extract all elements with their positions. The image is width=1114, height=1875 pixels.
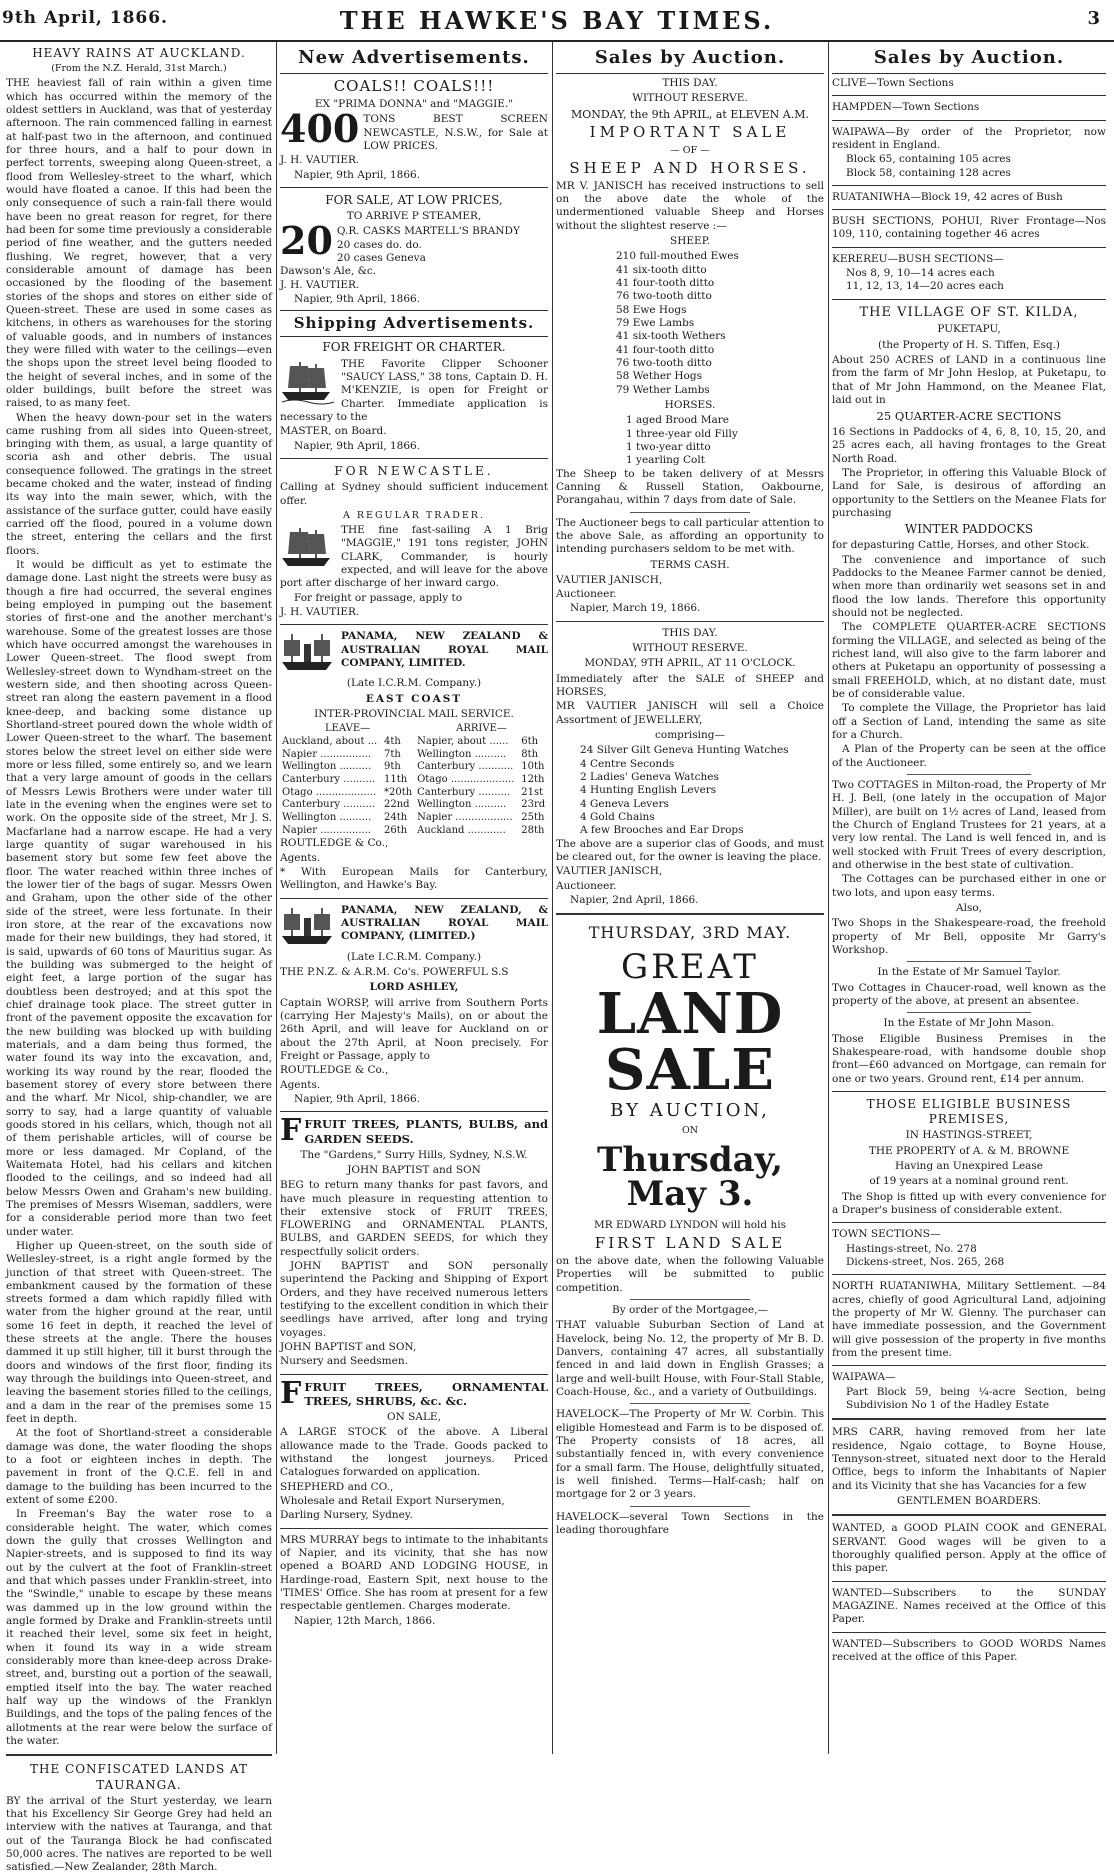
- ad-body: A Plan of the Property can be seen at the office of the Auctioneer.: [832, 743, 1106, 769]
- ad-body: MR VAUTIER JANISCH will sell a Choice Assortment of JEWELLERY,: [556, 700, 824, 726]
- ad-body: on the above date, when the following Valuable Properties will be submitted to public competition.: [556, 1254, 824, 1294]
- table-cell: 11th: [384, 773, 408, 785]
- ad-body: Two COTTAGES in Milton-road, the Property of Mr H. J. Bell, (one lately in the occupation of Major Miller), are built on 1½ acres of Land, leased from the Church of England Trustees for 21 years, at a very low rental. The Land is well fenced in, and is well stocked with Fruit Trees of every description, and otherwise in the best state of cultivation.: [832, 778, 1106, 871]
- table-cell: Canterbury ..........: [282, 773, 376, 785]
- table-cell: Otago ....................: [417, 773, 515, 785]
- table-cell: 12th: [521, 773, 545, 785]
- list-item: 4 Centre Seconds: [580, 757, 675, 770]
- ad-body: Captain WORSP, will arrive from Southern Ports (carrying Her Majesty's Mails), on or about the 26th April, and will leave for Auckland on or about the 27th April, at Noon precisely. For Freight or Passage, apply to: [280, 996, 548, 1063]
- ship-name: LORD ASHLEY,: [369, 981, 459, 994]
- table-cell: *20th: [384, 786, 413, 798]
- ad-coals: [280, 77, 548, 182]
- listing-divider: [832, 95, 1106, 96]
- ad-date: Napier, 12th March, 1866.: [294, 1614, 436, 1627]
- ad-lord-ashley: [280, 904, 548, 1107]
- ad-signature: Agents.: [280, 1078, 321, 1091]
- ad-date: Napier, 9th April, 1866.: [294, 439, 421, 452]
- listing-detail: Block 58, containing 128 acres: [846, 166, 1011, 179]
- article-paragraph: In Freeman's Bay the water rose to a considerable height. The water, which comes down the gully that crosses Wellington and Napier-streets, and is supposed to find its way out by the culvert at the foot of Franklin-street and that which passes under Franklin-street, into the "Swindle," unable to escape by these means was dammed up in the low ground within the angle formed by Drake and Franklin-streets until it reached their level, some six feet in height, when it found its way in a wide stream considerably more than knee-deep across Drake-street, and, bursting out a portion of the seawall, emptied itself into the bay. The water reached half way up the windows of the Franklyn Buildings, and the tops of the paling fences of the allotments at the rear were below the surface of the water.: [6, 1508, 272, 1747]
- ad-subtitle: PUKETAPU,: [937, 323, 1001, 336]
- ad-subtitle: of 19 years at a nominal ground rent.: [869, 1175, 1069, 1188]
- article-paragraph: At the foot of Shortland-street a considerable damage was done, the water flooding the shops to a foot or eighteen inches in depth. The pavement in front of the Q.C.E. fell in and damage to the building has been incurred to the extent of some £200.: [6, 1427, 272, 1507]
- ad-line: Dawson's Ale, &c.: [280, 265, 377, 278]
- ad-divider: [280, 624, 548, 625]
- listing-divider: [832, 185, 1106, 186]
- ad-st-kilda: [832, 305, 1106, 770]
- sheep-list: [556, 250, 824, 397]
- table-cell: Canterbury ..........: [417, 786, 511, 798]
- issue-date: 9th April, 1866.: [2, 8, 168, 28]
- table-cell: 26th: [384, 824, 408, 836]
- ad-body: BEG to return many thanks for past favors, and have much pleasure in requesting attention to their extensive stock of FRUIT TREES, FLOWERING and ORNAMENTAL PLANTS, BULBS, and GARDEN SEEDS, for which they respectfully solicit orders.: [280, 1179, 548, 1258]
- jewellery-list: [556, 744, 824, 837]
- list-item: 58 Ewe Hogs: [616, 303, 687, 316]
- ad-date: Napier, 9th April, 1866.: [294, 293, 421, 306]
- table-row: [280, 787, 548, 800]
- table-row: [280, 736, 548, 749]
- ad-title: IMPORTANT SALE: [589, 123, 791, 142]
- ad-divider: [556, 913, 824, 915]
- masthead: [0, 0, 1114, 40]
- ad-body: The convenience and importance of such Paddocks to the Meanee Farmer cannot be denied, when more than ordinarily wet seasons set in and flood the low lands. Therefore this opportunity should not be neglected.: [832, 553, 1106, 620]
- listing: BUSH SECTIONS, POHUI, River Frontage—Nos 109, 110, containing together 46 acres: [832, 215, 1106, 241]
- list-heading: SHEEP.: [670, 234, 710, 247]
- article-paragraph: It would be difficult as yet to estimate the damage done. Last night the streets were busy as though a fire had occurred, the several engines being employed in pumping out the basement stories of first-one and the another merchant's warehouse. Some of the greatest losses are those which have occurred amongst the warehouses in Lower Queen-street. The flood swept from Wellesley-street down to Wyndham-street on the western side, and then shooting across Queen-street ran along the eastern pavement in a flood knee-deep, and backing some distance up Shortland-street poured down the whole width of Lower Queen-street to the wharf. The basement stores below the street level on either side were more or less filled, some entirely so, and we learn that a very large amount of goods in the cellars of Messrs Lewis Brothers were under water till late in the evening when the engines were set to work. On the opposite side of the street, Mr J. S. Macfarlane had a narrow escape. He had a very large quantity of sugar warehoused in his basement story but some few feet above the floor. The water reached within three inches of the lower tier of the bags of sugar. Messrs Owen and Graham, upon the other side of the other side of the street, were less fortunate. In their iron store, at the rear of the excavations now made for their new buildings, they had stored, it is said, upwards of 60 tons of Mauritius sugar. As the building was submerged to the height of eight feet, a large portion of the sugar has doubtless been destroyed; and at this spot the chief drainage took place. The street gutter in front of the pavement opposite the excavation for the new building was blocked up with building materials, and a dam being thus formed, the water found its way into the excavation, and, working its way round by the rear, flooded the basement storey of every store between there and the wharf. Mr Nicol, ship-chandler, we are sorry to say, had a large quantity of valuable goods stored in his cellars, which, though not all of them perishable articles, will of course be more or less damaged. Mr Copland, of the Waitemata Hotel, had his cellars and kitchen flooded to the ceilings, and so indeed had all below Messrs Owen and Graham's new building. The premises of Messrs Wiseman, saddlers, were for a considerable period more than two feet under water.: [6, 559, 272, 1238]
- ad-body: THE fine fast-sailing A 1 Brig "MAGGIE," 191 tons register, JOHN CLARK, Commander, is hourly expected, and will leave for the above port after discharge of her inward cargo.: [280, 523, 548, 590]
- ad-body: THAT valuable Suburban Section of Land at Havelock, being No. 12, the property of Mr B. D. Danvers, containing 47 acres, all substantially fenced in and laid down in English Grasses; a large and well-built House, with Four-Stall Stable, Coach-House, &c., and a variety of Outbuildings.: [556, 1319, 824, 1398]
- steamship-icon: [280, 904, 336, 950]
- ad-subtitle: MONDAY, 9TH APRIL, AT 11 O'CLOCK.: [584, 657, 796, 670]
- table-header: ARRIVE—: [456, 723, 507, 735]
- ad-date: Napier, March 19, 1866.: [570, 602, 701, 615]
- table-cell: 24th: [384, 812, 408, 824]
- ad-body: Calling at Sydney should sufficient inducement offer.: [280, 481, 548, 507]
- ad-signature: Darling Nursery, Sydney.: [280, 1509, 413, 1522]
- table-row: [280, 812, 548, 825]
- ad-signature: MASTER, on Board.: [280, 425, 387, 438]
- section-heading: Shipping Advertisements.: [280, 310, 548, 337]
- ad-subtitle: GENTLEMEN BOARDERS.: [897, 1494, 1041, 1507]
- ad-divider: [280, 1374, 548, 1375]
- ad-signature: VAUTIER JANISCH,: [556, 573, 663, 586]
- ad-signature: JOHN BAPTIST and SON,: [280, 1341, 417, 1354]
- ad-body: The Cottages can be purchased either in one or two lots, and upon easy terms.: [832, 873, 1106, 899]
- drop-cap: F: [280, 1375, 302, 1411]
- list-item: 4 Geneva Levers: [580, 797, 669, 810]
- table-cell: 28th: [521, 824, 545, 836]
- ad-subtitle: The "Gardens," Surry Hills, Sydney, N.S.W.: [300, 1148, 528, 1161]
- table-row: [280, 761, 548, 774]
- table-cell: Napier ................: [282, 824, 372, 836]
- ad-title: PANAMA, NEW ZEALAND & AUSTRALIAN ROYAL MAIL COMPANY, LIMITED.: [341, 630, 548, 669]
- ad-subtitle: ON SALE,: [387, 1410, 441, 1423]
- ad-wanted-subscribers: WANTED—Subscribers to the SUNDAY MAGAZINE. Names received at the Office of this Paper.: [832, 1586, 1106, 1626]
- table-cell: Auckland ............: [417, 824, 506, 836]
- ad-terms: TERMS CASH.: [650, 558, 730, 571]
- list-item: 76 two-tooth ditto: [616, 290, 712, 303]
- list-item: 41 four-tooth ditto: [616, 343, 715, 356]
- ad-signature: Agents.: [280, 851, 321, 864]
- ad-subtitle: In the Estate of Mr Samuel Taylor.: [877, 966, 1061, 979]
- listing-divider: [832, 209, 1106, 210]
- ad-signature: Auctioneer.: [556, 588, 617, 601]
- listing: TOWN SECTIONS—: [832, 1228, 941, 1241]
- listing-detail: Dickens-street, Nos. 265, 268: [846, 1255, 1005, 1268]
- ad-title: LAND SALE: [596, 980, 784, 1103]
- listing: NORTH RUATANIWHA, Military Settlement. —84 acres, chiefly of good Agricultural Land, adjoining the property of Mr W. Glenny. The purchaser can have immediate possession, and the Government will give possession of the property in five months from the present time.: [832, 1280, 1106, 1359]
- ad-subtitle: By order of the Mortgagee,—: [612, 1303, 768, 1316]
- page-number: 3: [1087, 8, 1100, 29]
- list-item: 1 aged Brood Mare: [626, 414, 729, 427]
- drop-cap: F: [280, 1113, 302, 1149]
- ad-body: HAVELOCK—The Property of Mr W. Corbin. This eligible Homestead and Farm is to be disposed of. The Property consists of 18 acres, all substantially fenced in, with every convenience for a small farm. The House, delightfully situated, is well finished. Terms—Half-cash; half on mortgage for 2 or 3 years.: [556, 1408, 824, 1501]
- ad-note: * With European Mails for Canterbury, Wellington, and Hawke's Bay.: [280, 866, 548, 892]
- column-divider: [828, 42, 829, 1754]
- sale-date-display: Thursday, May 3.: [597, 1139, 783, 1214]
- ad-body: For freight or passage, apply to: [294, 591, 463, 604]
- listing-divider: [832, 120, 1106, 121]
- ad-line: 20 cases Geneva: [336, 252, 426, 265]
- table-cell: Wellington ..........: [282, 812, 372, 824]
- newspaper-title: THE HAWKE'S BAY TIMES.: [339, 6, 775, 35]
- listing-detail: Nos 8, 9, 10—14 acres each: [846, 267, 995, 280]
- list-item: 79 Ewe Lambs: [616, 316, 695, 329]
- ad-subtitle: — OF —: [670, 144, 710, 156]
- ad-wanted-subscribers: WANTED—Subscribers to GOOD WORDS Names received at the office of this Paper.: [832, 1637, 1106, 1663]
- column-sales-by-auction-2: [832, 44, 1106, 1750]
- ad-panama-mail: [280, 630, 548, 892]
- table-cell: Canterbury ..........: [282, 799, 376, 811]
- listing-divider: [832, 1365, 1106, 1366]
- table-cell: Napier ..................: [417, 812, 513, 824]
- table-row: [280, 749, 548, 762]
- ad-body: The Auctioneer begs to call particular attention to the above Sale, as affording an opportunity to intending purchasers seldom to be met with.: [556, 516, 824, 556]
- listing-divider: [832, 1091, 1106, 1092]
- ad-body: The Shop is fitted up with every convenience for a Draper's business of considerable extent.: [832, 1190, 1106, 1216]
- table-header-row: [280, 723, 548, 736]
- ad-subtitle: WITHOUT RESERVE.: [632, 92, 748, 105]
- list-item: 1 yearling Colt: [626, 454, 705, 467]
- ad-divider: [907, 1012, 1030, 1013]
- table-row: [280, 774, 548, 787]
- ad-title: THIS DAY.: [662, 76, 718, 89]
- ad-jewellery-sale: [556, 627, 824, 908]
- ad-subtitle: EX "PRIMA DONNA" and "MAGGIE.": [314, 97, 514, 110]
- list-item: 1 three-year old Filly: [626, 427, 738, 440]
- article-heading: HEAVY RAINS AT AUCKLAND.: [32, 46, 246, 60]
- ad-signature: J. H. VAUTIER.: [280, 154, 360, 167]
- table-cell: 22nd: [384, 799, 410, 811]
- ad-body: Immediately after the SALE of SHEEP and HORSES,: [556, 672, 824, 699]
- ship-icon: [280, 358, 336, 404]
- ad-title: SHEEP AND HORSES.: [569, 158, 811, 177]
- article-divider: [6, 1754, 272, 1756]
- ad-fruit-trees-shepherd: [280, 1375, 548, 1523]
- ad-wanted-cook: WANTED, a GOOD PLAIN COOK and GENERAL SERVANT. Good wages will be given to a thoroughly qualified person. Apply at the office of this paper.: [832, 1522, 1106, 1575]
- table-cell: 6th: [521, 735, 539, 747]
- listing-detail: Block 65, containing 105 acres: [846, 153, 1011, 166]
- ad-sheep-horses-sale: [556, 77, 824, 616]
- ad-subtitle: JOHN BAPTIST and SON: [347, 1163, 481, 1176]
- ad-subtitle: IN HASTINGS-STREET,: [905, 1129, 1033, 1142]
- table-cell: 25th: [521, 812, 545, 824]
- ad-subtitle: WINTER PADDOCKS: [904, 522, 1034, 537]
- table-cell: 21st: [521, 786, 544, 798]
- ad-body: To complete the Village, the Proprietor has laid off a Section of Land, intending the same as site for a Church.: [832, 702, 1106, 741]
- steamship-icon: [280, 630, 336, 676]
- ad-divider: [832, 1418, 1106, 1420]
- ad-body: MR V. JANISCH has received instructions to sell on the above date the whole of the undermentioned valuable Sheep and Horses without the slightest reserve :—: [556, 179, 824, 232]
- ad-signature: Auctioneer.: [556, 879, 617, 892]
- section-heading: Sales by Auction.: [832, 44, 1106, 74]
- ad-body: The Proprietor, in offering this Valuable Block of Land for Sale, is desirous of affording an opportunity to the Settlers on the Meanee Flats for purchasing: [832, 466, 1106, 519]
- ad-body: A LARGE STOCK of the above. A Liberal allowance made to the Trade. Goods packed to withstand the longest journeys. Priced Catalogues forwarded on application.: [280, 1426, 548, 1479]
- list-item: 2 Ladies' Geneva Watches: [580, 771, 719, 784]
- ad-line: Q.R. CASKS MARTELL'S BRANDY: [336, 225, 520, 238]
- ad-title: FIRST LAND SALE: [594, 1233, 786, 1252]
- column-divider: [552, 42, 553, 1754]
- ad-subtitle: TO ARRIVE P STEAMER,: [346, 210, 482, 223]
- ad-body: THE Favorite Clipper Schooner "SAUCY LASS," 38 tons, Captain D. H. M'KENZIE, is open for Freight or Charter. Immediate application is necessary to the: [280, 357, 548, 423]
- ad-number: 20: [280, 218, 333, 264]
- ad-body: Two Cottages in Chaucer-road, well known as the property of the above, at present an absentee.: [832, 981, 1106, 1007]
- ad-divider: [280, 898, 548, 899]
- article-heading: THE CONFISCATED LANDS AT TAURANGA.: [29, 1762, 249, 1792]
- table-cell: 4th: [384, 735, 401, 747]
- list-item: 41 six-tooth ditto: [616, 263, 707, 276]
- table-cell: 9th: [384, 761, 401, 773]
- ad-signature: J. H. VAUTIER.: [280, 605, 360, 618]
- ad-divider: [280, 1528, 548, 1529]
- ad-body: MRS MURRAY begs to intimate to the inhabitants of Napier, and its vicinity, that she has now opened a BOARD AND LODGING HOUSE, in Hardinge-road, Eastern Spit, next house to the 'TIMES' Office. She has room at present for a few respectable gentlemen. Charges moderate.: [280, 1533, 548, 1613]
- column-news: [6, 44, 272, 1874]
- ad-subtitle: A REGULAR TRADER.: [343, 509, 485, 521]
- ad-divider: [907, 961, 1030, 962]
- ad-line: 20 cases do. do.: [336, 238, 422, 251]
- ad-body: About 250 ACRES of LAND in a continuous line from the farm of Mr John Heslop, at Puketapu, to that of Mr John Hammond, on the Meanee Flat, laid out in: [832, 353, 1106, 406]
- ad-divider: [630, 1403, 751, 1404]
- ad-subtitle: INTER-PROVINCIAL MAIL SERVICE.: [314, 707, 514, 720]
- table-cell: Canterbury ...........: [417, 761, 514, 773]
- list-item: 4 Gold Chains: [580, 811, 655, 824]
- table-cell: Wellington ..........: [417, 748, 507, 760]
- list-item: 76 two-tooth ditto: [616, 356, 712, 369]
- list-item: 1 two-year ditto: [626, 440, 711, 453]
- section-heading: New Advertisements.: [280, 44, 548, 74]
- ad-subtitle: ON: [681, 1124, 699, 1136]
- listing-divider: [832, 299, 1106, 300]
- ad-title: FRUIT TREES, PLANTS, BULBS, and GARDEN SEEDS.: [304, 1117, 548, 1146]
- ad-body: for depasturing Cattle, Horses, and other Stock.: [832, 539, 1090, 552]
- ad-divider: [280, 187, 548, 188]
- ad-signature: Wholesale and Retail Export Nurserymen,: [280, 1494, 505, 1507]
- ad-subtitle: Having an Unexpired Lease: [894, 1159, 1044, 1172]
- table-cell: Napier ................: [282, 748, 372, 760]
- ship-icon: [280, 524, 336, 570]
- ad-divider: [630, 1506, 751, 1507]
- ad-signature: ROUTLEDGE & Co.,: [280, 1064, 389, 1077]
- ad-subtitle: 25 QUARTER-ACRE SECTIONS: [876, 409, 1062, 424]
- ad-body: Two Shops in the Shakespeare-road, the freehold property of Mr Bell, opposite Mr Garry's Workshop.: [832, 917, 1106, 956]
- table-header: LEAVE—: [324, 723, 371, 735]
- list-item: 4 Hunting English Levers: [580, 784, 717, 797]
- ad-body: HAVELOCK—several Town Sections in the leading thoroughfare: [556, 1510, 824, 1536]
- listing: WAIPAWA—By order of the Proprietor, now resident in England.: [832, 125, 1106, 151]
- ad-mrs-carr: [832, 1426, 1106, 1508]
- table-cell: Wellington ..........: [417, 799, 507, 811]
- ad-body: The above are a superior clas of Goods, and must be cleared out, for the owner is leaving the place.: [556, 837, 824, 864]
- ad-divider: [832, 1514, 1106, 1516]
- ad-body: The Sheep to be taken delivery of at Messrs Canning & Russell Station, Oakbourne, Porangahau, within 7 days from date of Sale.: [556, 467, 824, 507]
- list-item: 24 Silver Gilt Geneva Hunting Watches: [580, 744, 789, 757]
- ad-signature: ROUTLEDGE & Co.,: [280, 837, 389, 850]
- ad-divider: [907, 774, 1030, 775]
- ad-title: FRUIT TREES, ORNAMENTAL TREES, SHRUBS, &c. &c.: [304, 1379, 548, 1409]
- ad-brandy: [280, 193, 548, 307]
- ad-subtitle: EAST COAST: [365, 692, 463, 705]
- list-item: 210 full-mouthed Ewes: [616, 250, 739, 263]
- ad-newcastle: [280, 464, 548, 619]
- ad-signature: J. H. VAUTIER.: [280, 278, 360, 291]
- ad-subtitle: (Late I.C.R.M. Company.): [346, 950, 482, 963]
- table-cell: Napier, about ......: [417, 735, 509, 747]
- ad-title: GREAT: [621, 946, 759, 987]
- table-row: [280, 825, 548, 838]
- listing-divider: [832, 247, 1106, 248]
- list-item: 58 Wether Hogs: [616, 370, 702, 383]
- ad-number: 400: [280, 106, 360, 152]
- ad-title: THE VILLAGE OF ST. KILDA,: [859, 304, 1079, 320]
- listing: HAMPDEN—Town Sections: [832, 101, 980, 114]
- listing: KEREREU—BUSH SECTIONS—: [832, 252, 1004, 265]
- listing: RUATANIWHA—Block 19, 42 acres of Bush: [832, 190, 1063, 203]
- masthead-rule: [0, 40, 1114, 42]
- ad-title: FOR FREIGHT OR CHARTER.: [322, 340, 506, 355]
- table-cell: 10th: [521, 761, 545, 773]
- ad-body: TONS BEST SCREEN NEWCASTLE, N.S.W., for Sale at LOW PRICES.: [363, 113, 548, 152]
- listing-detail: 11, 12, 13, 14—20 acres each: [846, 280, 1004, 293]
- table-cell: Wellington ..........: [282, 761, 372, 773]
- ad-business-premises: [832, 1097, 1106, 1217]
- listing-divider: [832, 1222, 1106, 1223]
- ad-divider: [556, 621, 824, 622]
- table-cell: Auckland, about ...: [282, 735, 378, 747]
- list-item: 41 four-tooth ditto: [616, 276, 715, 289]
- ad-subtitle: comprising—: [655, 729, 725, 742]
- article-paragraph: Higher up Queen-street, on the south side of Wellesley-street, is a right angle formed by the junction of that street with Queen-street. The embankment caused by the formation of these streets formed a dam which rapidly filled with water from the higher ground at the rear, until some 16 feet in depth, it reached the level of these streets at the angle. There the houses dammed it up still higher, till it burst through the doors and windows of the first floor, finding its way through the buildings into Queen-street, and leaving the basement stories filled to the ceilings, and a dam in the rear of the premises some 15 feet in depth.: [6, 1239, 272, 1426]
- ad-signature: VAUTIER JANISCH,: [556, 865, 663, 878]
- ad-boarding-house: [280, 1534, 548, 1628]
- ad-subtitle: (Late I.C.R.M. Company.): [346, 677, 482, 690]
- ad-title: COALS!! COALS!!!: [333, 76, 495, 95]
- ad-subtitle: WITHOUT RESERVE.: [632, 642, 748, 655]
- list-item: 79 Wether Lambs: [616, 383, 710, 396]
- listing-divider: [832, 1274, 1106, 1275]
- listing: CLIVE—Town Sections: [832, 76, 954, 89]
- ad-body: THE P.N.Z. & A.R.M. Co's. POWERFUL S.S: [280, 966, 509, 979]
- ad-freight: [280, 340, 548, 453]
- mail-schedule-table: [280, 723, 548, 837]
- listing-detail: Hastings-street, No. 278: [846, 1242, 977, 1255]
- ad-date: Napier, 2nd April, 1866.: [570, 894, 699, 907]
- article-paragraph: THE heaviest fall of rain within a given time which has occurred within the memory of the oldest settlers in Auckland, was that of yesterday afternoon. The rain commenced falling in earnest at half-past two in the afternoon, and continued for three hours, and a half to pour down in perfect torrents, sweeping along Queen-street, a flood from Wellesley-street to the wharf, which would have floated a canoe. If this had been the only consequence of such a rain-fall there would have been no great reason for regret, for there had been for some time previously a considerable period of fine weather, and the gutters needed flushing. We regret, however, that a very considerable amount of damage has been occasioned by the flooding of the basement stories of the shops and stores on either side of Queen-street. These are used in some cases as kitchens, in others as warehouses for the storing of valuable goods, and in numbers of instances they were filled with water to the ceilings—even the shops upon the street level being flooded to the height of several inches, and in some of the older buildings, built before the street was raised, to as many feet.: [6, 77, 272, 410]
- article-source: (From the N.Z. Herald, 31st March.): [51, 63, 227, 75]
- ad-divider: [832, 1632, 1106, 1633]
- table-row: [280, 799, 548, 812]
- ad-title: FOR NEWCASTLE.: [334, 463, 494, 478]
- column-new-advertisements: [280, 44, 548, 1750]
- ad-divider: [630, 512, 751, 513]
- ad-title: THIS DAY.: [662, 626, 718, 639]
- ad-great-land-sale: [556, 923, 824, 1537]
- ad-body: MR EDWARD LYNDON will hold his: [594, 1218, 786, 1231]
- ad-subtitle: Also,: [956, 901, 982, 914]
- table-cell: 8th: [521, 748, 539, 760]
- ad-subtitle: BY AUCTION,: [610, 1099, 770, 1121]
- ad-title: THOSE ELIGIBLE BUSINESS PREMISES,: [866, 1096, 1072, 1127]
- table-cell: Otago ...................: [282, 786, 377, 798]
- ad-signature: Nursery and Seedsmen.: [280, 1355, 408, 1368]
- table-cell: 23rd: [521, 799, 546, 811]
- list-item: A few Brooches and Ear Drops: [580, 824, 744, 837]
- article-paragraph: BY the arrival of the Sturt yesterday, we learn that his Excellency Sir George Grey had held an interview with the natives at Tauranga, and that out of the Tauranga Block he had confiscated 50,000 acres. The natives are reported to be well satisfied.—New Zealander, 28th March.: [6, 1794, 272, 1874]
- ad-signature: SHEPHERD and CO.,: [280, 1480, 394, 1493]
- horses-list: [556, 414, 824, 467]
- ad-body: The COMPLETE QUARTER-ACRE SECTIONS forming the VILLAGE, and selected as being of the richest land, will also give to the farm laborer and others at Puketapu an opportunity of possessing a small FREEHOLD, which, at no distant date, must be of considerable value.: [832, 621, 1106, 700]
- ad-body: MRS CARR, having removed from her late residence, Ngaio cottage, to Boyne House, Tennyson-street, situated next door to the Herald Office, begs to inform the Inhabitants of Napier and its Vicinity that she has Vacancies for a few: [832, 1426, 1106, 1492]
- article-paragraph: When the heavy down-pour set in the waters came rushing from all sides into Queen-street, bringing with them, as usual, a large quantity of scoria ash and other debris. The usual consequence followed. The gratings in the street became choked and the water, instead of finding its way into the main sewer, which, with the assistance of the surface gutter, could have easily carried off the flood, poured in a volume down the street, entering the cellars and the first floors.: [6, 411, 272, 557]
- ad-subtitle: THE PROPERTY of A. & M. BROWNE: [868, 1144, 1070, 1157]
- column-sales-by-auction: [556, 44, 824, 1750]
- ad-divider: [832, 1581, 1106, 1582]
- sale-date-heading: THURSDAY, 3RD MAY.: [588, 923, 792, 943]
- ad-subtitle: (the Property of H. S. Tiffen, Esq.): [877, 338, 1061, 351]
- ad-divider: [630, 1299, 751, 1300]
- ad-divider: [280, 458, 548, 459]
- ad-title: PANAMA, NEW ZEALAND, & AUSTRALIAN ROYAL MAIL COMPANY, (LIMITED.): [341, 903, 548, 943]
- listing-detail: Part Block 59, being ¼-acre Section, being Subdivision No 1 of the Hadley Estate: [846, 1385, 1106, 1411]
- ad-subtitle: MONDAY, the 9th APRIL, at ELEVEN A.M.: [571, 107, 809, 121]
- section-heading: Sales by Auction.: [556, 44, 824, 74]
- ad-date: Napier, 9th April, 1866.: [294, 168, 421, 181]
- table-cell: 7th: [384, 748, 401, 760]
- list-heading: HORSES.: [664, 398, 716, 411]
- list-item: 41 six-tooth Wethers: [616, 330, 726, 343]
- ad-date: Napier, 9th April, 1866.: [294, 1093, 421, 1105]
- ad-body: 16 Sections in Paddocks of 4, 6, 8, 10, 15, 20, and 25 acres each, all having frontages to the Great North Road.: [832, 425, 1106, 465]
- column-divider: [276, 42, 277, 1754]
- ad-title: FOR SALE, AT LOW PRICES,: [325, 192, 503, 207]
- ad-body: JOHN BAPTIST and SON personally superintend the Packing and Shipping of Export Orders, and they have received numerous letters testifying to the excellent condition in which their seedlings have arrived, after long and trying voyages.: [280, 1260, 548, 1339]
- ad-fruit-trees: [280, 1113, 548, 1368]
- ad-divider: [280, 1111, 548, 1112]
- ad-subtitle: In the Estate of Mr John Mason.: [883, 1017, 1055, 1030]
- listing: WAIPAWA—: [832, 1371, 896, 1384]
- ad-body: Those Eligible Business Premises in the Shakespeare-road, with handsome double shop front—£60 advanced on Mortgage, can remain for one or two years. Ground rent, £14 per annum.: [832, 1032, 1106, 1085]
